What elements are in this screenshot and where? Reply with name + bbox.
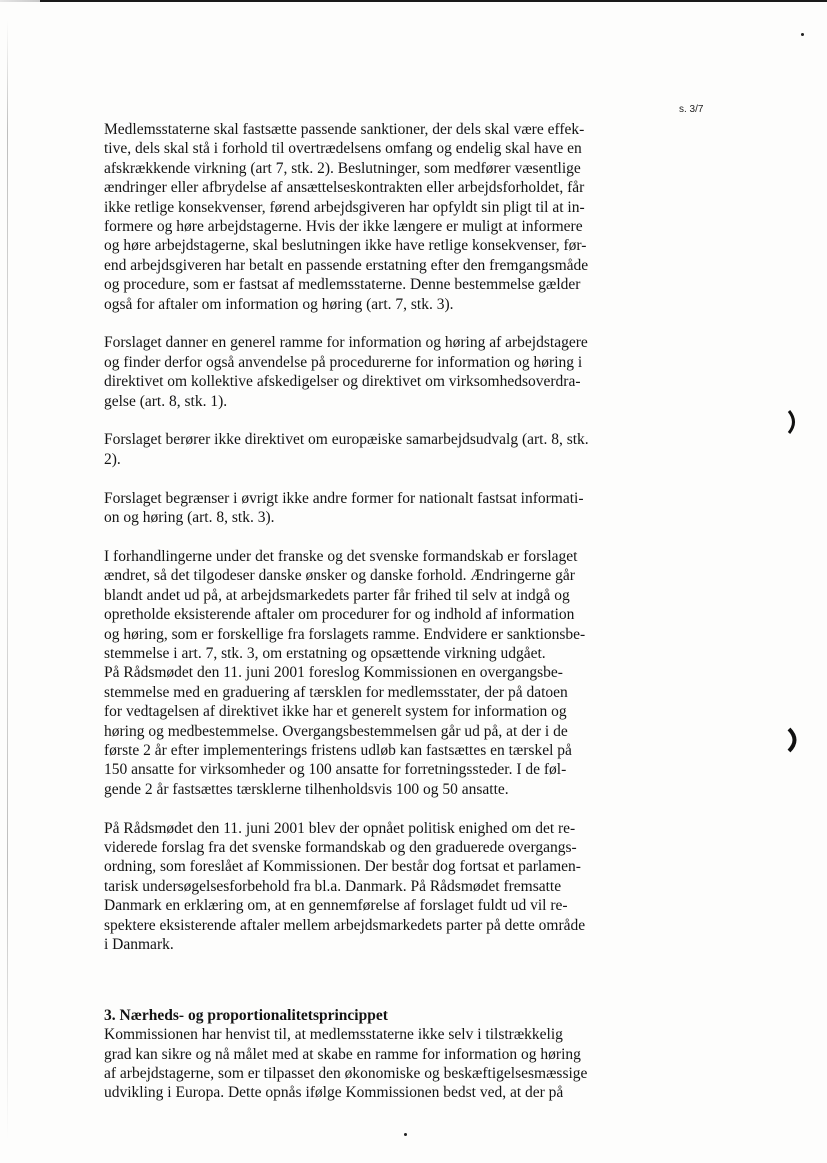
scan-speck xyxy=(404,1133,407,1136)
paragraph-other-forms: Forslaget begrænser i øvrigt ikke andre former for nationalt fastsat informati- on og høring (art. 8, stk. 3). xyxy=(104,489,584,527)
paragraph-negotiations: I forhandlingerne under det franske og det svenske formandskab er forslaget ændret, så det tilgodeser danske ønsker og danske forhold. Ændringerne går blandt andet ud på, at arbejdsmarkedets parter får frihed til selv at indgå og opretholde eksisterende aftaler om procedurer for og indhold af information og høring, som er forskellige fra forslagets ramme. Endvidere er sanktionsbe- stemmelse i art. 7, stk. 3, om erstatning og opsættende virkning udgået. xyxy=(104,547,586,662)
document-body xyxy=(104,120,624,1103)
paragraph-works-councils: Forslaget berører ikke direktivet om europæiske samarbejdsudvalg (art. 8, stk. 2). xyxy=(104,431,589,468)
section-spacer xyxy=(104,974,624,1006)
punch-hole-mark-lower xyxy=(786,726,802,754)
top-border-line xyxy=(40,0,827,2)
paragraph-general-framework: Forslaget danner en generel ramme for information og høring af arbejdstagere og finder derfor også anvendelse på procedurerne for information og høring i direktivet om kollektive afskedigelser og direktivet om virksomhedsoverdra- gelse (art. 8, stk. 1). xyxy=(104,334,588,410)
paragraph-political-agreement: På Rådsmødet den 11. juni 2001 blev der opnået politisk enighed om det re- viderede forslag fra det svenske formandskab og den graduerede overgangs- ordning, som foreslået af Kommissionen. Der består dog fortsat et parlamen- tarisk undersøgelsesforbehold fra bl.a. Danmark. På Rådsmødet fremsatte Danmark en erklæring om, at en gennemførelse af forslaget fuldt ud vil re- spektere eksisterende aftaler mellem arbejdsmarkedets parter på dette område i Danmark. xyxy=(104,819,586,953)
section-heading: 3. Nærheds- og proportionalitetsprincippet xyxy=(104,1006,388,1024)
paragraph-sanctions: Medlemsstaterne skal fastsætte passende sanktioner, der dels skal være effek- tive, dels skal stå i forhold til overtrædelsens omfang og endelig skal have en afskrækkende virkning (art 7, stk. 2). Beslutninger, som medfører væsentlige ændringer eller afbrydelse af ansættelseskontrakten eller arbejdsforholdet, får ikke retlige konsekvenser, førend arbejdsgiveren har opfyldt sin pligt til at in- formere og høre arbejdstagerne. Hvis der ikke længere er muligt at informere og høre arbejdstagerne, skal beslutningen ikke have retlige konsekvenser, før- end arbejdsgiveren har betalt en passende erstatning efter den fremgangsmåde og procedure, som er fastsat af medlemsstaterne. Denne bestemmelse gælder også for aftaler om information og høring (art. 7, stk. 3). xyxy=(104,121,589,313)
left-scan-edge xyxy=(7,20,8,1140)
page-number: s. 3/7 xyxy=(679,104,704,115)
paragraph-subsidiarity: Kommissionen har henvist til, at medlemsstaterne ikke selv i tilstrækkelig grad kan sikre og nå målet med at skabe en ramme for information og høring af arbejdstagerne, som er tilpasset den økonomiske og beskæftigelsesmæssige udvikling i Europa. Dette opnås ifølge Kommissionen bedst ved, at der på xyxy=(104,1026,588,1102)
scan-speck xyxy=(801,33,804,36)
punch-hole-mark-upper xyxy=(786,408,800,436)
paragraph-council-proposal: På Rådsmødet den 11. juni 2001 foreslog Kommissionen en overgangsbe- stemmelse med en graduering af tærsklen for medlemsstater, der på datoen for vedtagelsen af direktivet ikke har et generelt system for information og høring og medbestemmelse. Overgangsbestemmelsen går ud på, at der i de første 2 år efter implementerings fristens udløb kan fastsættes en tærskel på 150 ansatte for virksomheder og 100 ansatte for forretningssteder. I de føl- gende 2 år fastsættes tærsklerne tilhenholdsvis 100 og 50 ansatte. xyxy=(104,664,572,798)
